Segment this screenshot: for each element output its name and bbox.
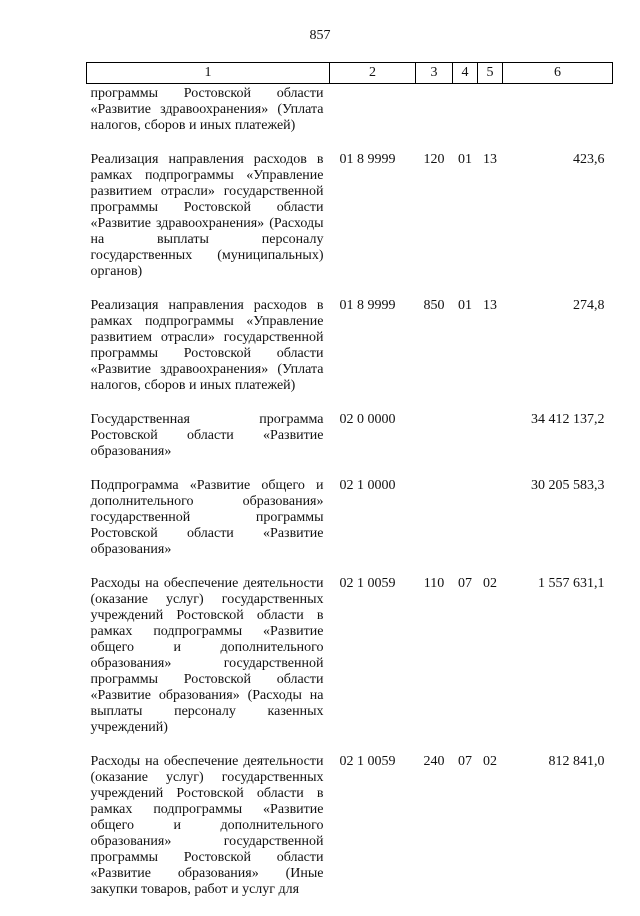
amount: 274,8 bbox=[573, 298, 605, 313]
expense-type bbox=[416, 412, 453, 478]
table-row bbox=[87, 412, 613, 478]
row-description: Реализация направления расходов в рамках подпрограммы «Управление развитием отрасли» государственной программы Ростовской области «Развитие здравоохранения» (Уплата налогов, сборов и иных платежей) bbox=[90, 298, 324, 393]
row-description: Подпрограмма «Развитие общего и дополнительного образования» государственной программы Ростовской области «Развитие образования» bbox=[90, 478, 324, 557]
row-description: программы Ростовской области «Развитие здравоохранения» (Уплата налогов, сборов и иных платежей) bbox=[90, 86, 324, 133]
subsection bbox=[478, 478, 503, 576]
target-code: 02 1 0059 bbox=[339, 576, 396, 591]
target-code bbox=[330, 84, 416, 153]
section bbox=[453, 84, 478, 153]
subsection bbox=[478, 84, 503, 153]
column-header: 1 bbox=[87, 63, 330, 84]
expense-type: 240 bbox=[423, 754, 445, 769]
table-row bbox=[87, 298, 613, 412]
section bbox=[453, 478, 478, 576]
section bbox=[453, 412, 478, 478]
amount: 423,6 bbox=[573, 152, 605, 167]
table-header-row bbox=[87, 63, 613, 84]
section: 01 bbox=[458, 298, 472, 313]
subsection: 13 bbox=[483, 152, 497, 167]
table-row bbox=[87, 84, 613, 153]
page-number: 857 bbox=[309, 28, 331, 43]
subsection bbox=[478, 412, 503, 478]
expense-type: 850 bbox=[423, 298, 445, 313]
table-row bbox=[87, 152, 613, 298]
target-code: 01 8 9999 bbox=[339, 298, 396, 313]
target-code: 02 1 0000 bbox=[339, 478, 396, 493]
target-code: 02 1 0059 bbox=[339, 754, 396, 769]
column-header: 3 bbox=[416, 63, 453, 84]
amount bbox=[503, 84, 613, 153]
amount: 34 412 137,2 bbox=[531, 412, 605, 427]
budget-table bbox=[86, 62, 613, 916]
target-code: 02 0 0000 bbox=[339, 412, 396, 427]
row-description: Государственная программа Ростовской области «Развитие образования» bbox=[90, 412, 324, 459]
table-row bbox=[87, 576, 613, 754]
column-header: 4 bbox=[453, 63, 478, 84]
expense-type: 110 bbox=[423, 576, 445, 591]
column-header: 5 bbox=[478, 63, 503, 84]
target-code: 01 8 9999 bbox=[339, 152, 396, 167]
row-description: Расходы на обеспечение деятельности (оказание услуг) государственных учреждений Ростовской области в рамках подпрограммы «Развитие общего и дополнительного образования» государственной программы Ростовской области «Развитие образования» (Иные закупки товаров, работ и услуг для bbox=[90, 754, 324, 897]
subsection: 02 bbox=[483, 576, 497, 591]
section: 01 bbox=[458, 152, 472, 167]
table-row bbox=[87, 754, 613, 916]
subsection: 02 bbox=[483, 754, 497, 769]
expense-type bbox=[416, 84, 453, 153]
section: 07 bbox=[458, 576, 472, 591]
amount: 812 841,0 bbox=[548, 754, 605, 769]
subsection: 13 bbox=[483, 298, 497, 313]
expense-type: 120 bbox=[423, 152, 445, 167]
table-row bbox=[87, 478, 613, 576]
column-header: 2 bbox=[330, 63, 416, 84]
expense-type bbox=[416, 478, 453, 576]
row-description: Расходы на обеспечение деятельности (оказание услуг) государственных учреждений Ростовской области в рамках подпрограммы «Развитие общего и дополнительного образования» государственной программы Ростовской области «Развитие образования» (Расходы на выплаты персоналу казенных учреждений) bbox=[90, 576, 324, 735]
column-header: 6 bbox=[503, 63, 613, 84]
amount: 1 557 631,1 bbox=[538, 576, 605, 591]
row-description: Реализация направления расходов в рамках подпрограммы «Управление развитием отрасли» государственной программы Ростовской области «Развитие здравоохранения» (Расходы на выплаты персоналу государственных (муниципальных) органов) bbox=[90, 152, 324, 279]
section: 07 bbox=[458, 754, 472, 769]
amount: 30 205 583,3 bbox=[531, 478, 605, 493]
